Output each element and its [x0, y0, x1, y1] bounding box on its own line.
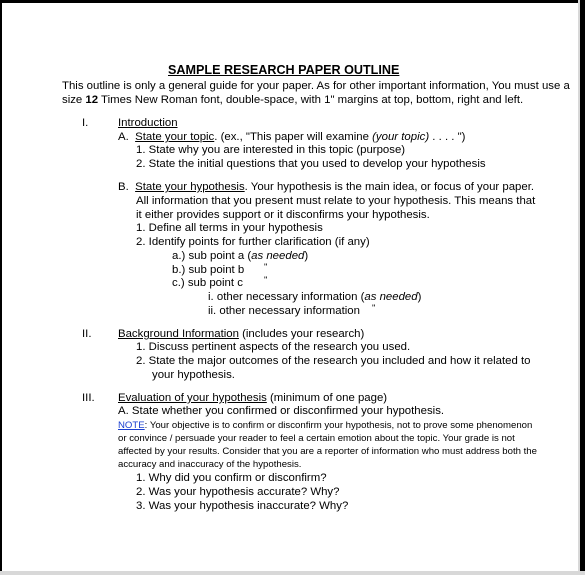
- section-3-item-3: 3. Was your hypothesis inaccurate? Why?: [136, 500, 349, 512]
- section-1b-line-3: it either provides support or it disconfirms your hypothesis.: [136, 209, 430, 221]
- roman-point-ii: ii. other necessary information: [208, 305, 360, 317]
- sub-point-b: b.) sub point b: [172, 264, 245, 276]
- note-line-2: or convince / persuade your reader to feel a certain emotion about the topic. Your grade is not: [118, 433, 515, 444]
- section-2-item-1: 1. Discuss pertinent aspects of the research you used.: [136, 341, 411, 353]
- ditto-mark-3: ": [372, 303, 376, 314]
- section-2-heading: Background Information (includes your research): [118, 328, 365, 340]
- page-border-left: [0, 0, 2, 575]
- section-1b-item-1: 1. Define all terms in your hypothesis: [136, 222, 323, 234]
- section-3-heading: Evaluation of your hypothesis (minimum of one page): [118, 392, 388, 404]
- section-1a-line: A. State your topic. (ex., "This paper will examine (your topic) . . . . "): [118, 131, 466, 143]
- page-border-top: [0, 0, 585, 3]
- section-1a-item-2: 2. State the initial questions that you used to develop your hypothesis: [136, 158, 486, 170]
- section-2-numeral: II.: [82, 328, 92, 340]
- section-1b-line: B. State your hypothesis. Your hypothesis is the main idea, or focus of your paper.: [118, 181, 535, 193]
- sub-point-c: c.) sub point c: [172, 277, 243, 289]
- roman-point-i: i. other necessary information (as needed): [208, 291, 422, 303]
- page-shadow-bottom: [0, 571, 585, 575]
- section-3-item-1: 1. Why did you confirm or disconfirm?: [136, 472, 327, 484]
- intro-line-1: This outline is only a general guide for your paper. As for other important information, You must use a: [62, 80, 570, 92]
- document-title: SAMPLE RESEARCH PAPER OUTLINE: [168, 63, 400, 77]
- section-2-item-2: 2. State the major outcomes of the research you included and how it related to: [136, 355, 531, 367]
- section-1-numeral: I.: [82, 117, 89, 129]
- section-1b-item-2: 2. Identify points for further clarification (if any): [136, 236, 370, 248]
- section-3a-line: A. State whether you confirmed or disconfirmed your hypothesis.: [118, 405, 445, 417]
- section-3-item-2: 2. Was your hypothesis accurate? Why?: [136, 486, 340, 498]
- section-1a-item-1: 1. State why you are interested in this topic (purpose): [136, 144, 406, 156]
- note-line-4: accuracy and inaccuracy of the hypothesis.: [118, 459, 302, 470]
- section-3-numeral: III.: [82, 392, 95, 404]
- note-line-3: affected by your results. Consider that you are a reporter of information who must address both the: [118, 446, 537, 457]
- intro-line-2: size 12 Times New Roman font, double-space, with 1" margins at top, bottom, right and left.: [62, 94, 524, 106]
- section-1-heading: Introduction: [118, 117, 178, 129]
- section-1b-line-2: All information that you present must relate to your hypothesis. This means that: [136, 195, 536, 207]
- section-2-item-2-cont: your hypothesis.: [152, 369, 235, 381]
- ditto-mark-1: ": [264, 262, 268, 273]
- note-label: NOTE: [118, 420, 145, 431]
- ditto-mark-2: ": [264, 275, 268, 286]
- note-line-1: NOTE: Your objective is to confirm or disconfirm your hypothesis, not to prove some phenomenon: [118, 420, 533, 431]
- page-border-right: [580, 0, 585, 575]
- sub-point-a: a.) sub point a (as needed): [172, 250, 309, 262]
